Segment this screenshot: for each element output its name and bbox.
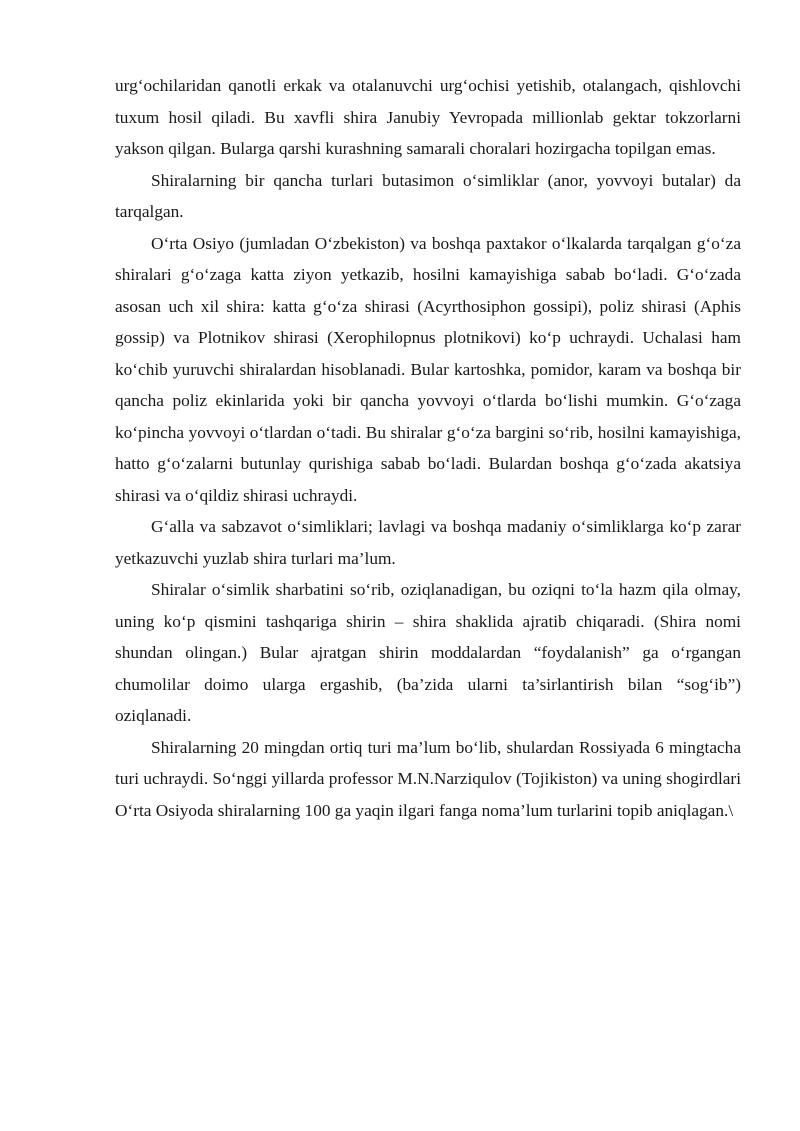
paragraph-continuation: urg‘ochilaridan qanotli erkak va otalanuvchi urg‘ochisi yetishib, otalangach, qishlovchi tuxum hosil qiladi. Bu xavfli shira Janubiy Yevropada millionlab gektar tokzorlarni yakson qilgan. Bularga qarshi kurashning samarali choralari hozirgacha topilgan emas. (115, 76, 741, 158)
paragraph-species-count: Shiralarning 20 mingdan ortiq turi ma’lum bo‘lib, shulardan Rossiyada 6 mingtacha turi uchraydi. So‘nggi yillarda professor M.N.Narziqulov (Tojikiston) va uning shogirdlari O‘rta Osiyoda shiralarning 100 ga yaqin ilgari fanga noma’lum turlarini topib aniqlagan.\ (115, 737, 741, 820)
paragraph-shrub-aphids: Shiralarning bir qancha turlari butasimon o‘simliklar (anor, yovvoyi butalar) da tarqalgan. (115, 170, 741, 221)
paragraph-aphid-feeding: Shiralar o‘simlik sharbatini so‘rib, oziqlanadigan, bu oziqni to‘la hazm qila olmay, uning ko‘p qismini tashqariga shirin – shira shaklida ajratib chiqaradi. (Shira nomi shundan olingan.) Bular ajratgan shirin moddalardan “foydalanish” ga o‘rgangan chumolilar doimo ularga ergashib, (ba’zida ularni ta’sirlantirish bilan “sog‘ib”) oziqlanadi. (115, 580, 741, 725)
paragraph-grain-vegetable-aphids: G‘alla va sabzavot o‘simliklari; lavlagi va boshqa madaniy o‘simliklarga ko‘p zarar yetkazuvchi yuzlab shira turlari ma’lum. (115, 517, 741, 568)
document-page (115, 70, 741, 826)
paragraph-cotton-aphids: O‘rta Osiyo (jumladan O‘zbekiston) va boshqa paxtakor o‘lkalarda tarqalgan g‘o‘za shiralari g‘o‘zaga katta ziyon yetkazib, hosilni kamayishiga sabab bo‘ladi. G‘o‘zada asosan uch xil shira: katta g‘o‘za shirasi (Acyrthosiphon gossipi), poliz shirasi (Aphis gossip) va Plotnikov shirasi (Xerophilopnus plotnikovi) ko‘p uchraydi. Uchalasi ham ko‘chib yuruvchi shiralardan hisoblanadi. Bular kartoshka, pomidor, karam va boshqa bir qancha poliz ekinlarida yoki bir qancha yovvoyi o‘tlarda bo‘lishi mumkin. G‘o‘zaga ko‘pincha yovvoyi o‘tlardan o‘tadi. Bu shiralar g‘o‘za bargini so‘rib, hosilni kamayishiga, hatto g‘o‘zalarni butunlay qurishiga sabab bo‘ladi. Bulardan boshqa g‘o‘zada akatsiya shirasi va o‘qildiz shirasi uchraydi. (115, 233, 741, 505)
